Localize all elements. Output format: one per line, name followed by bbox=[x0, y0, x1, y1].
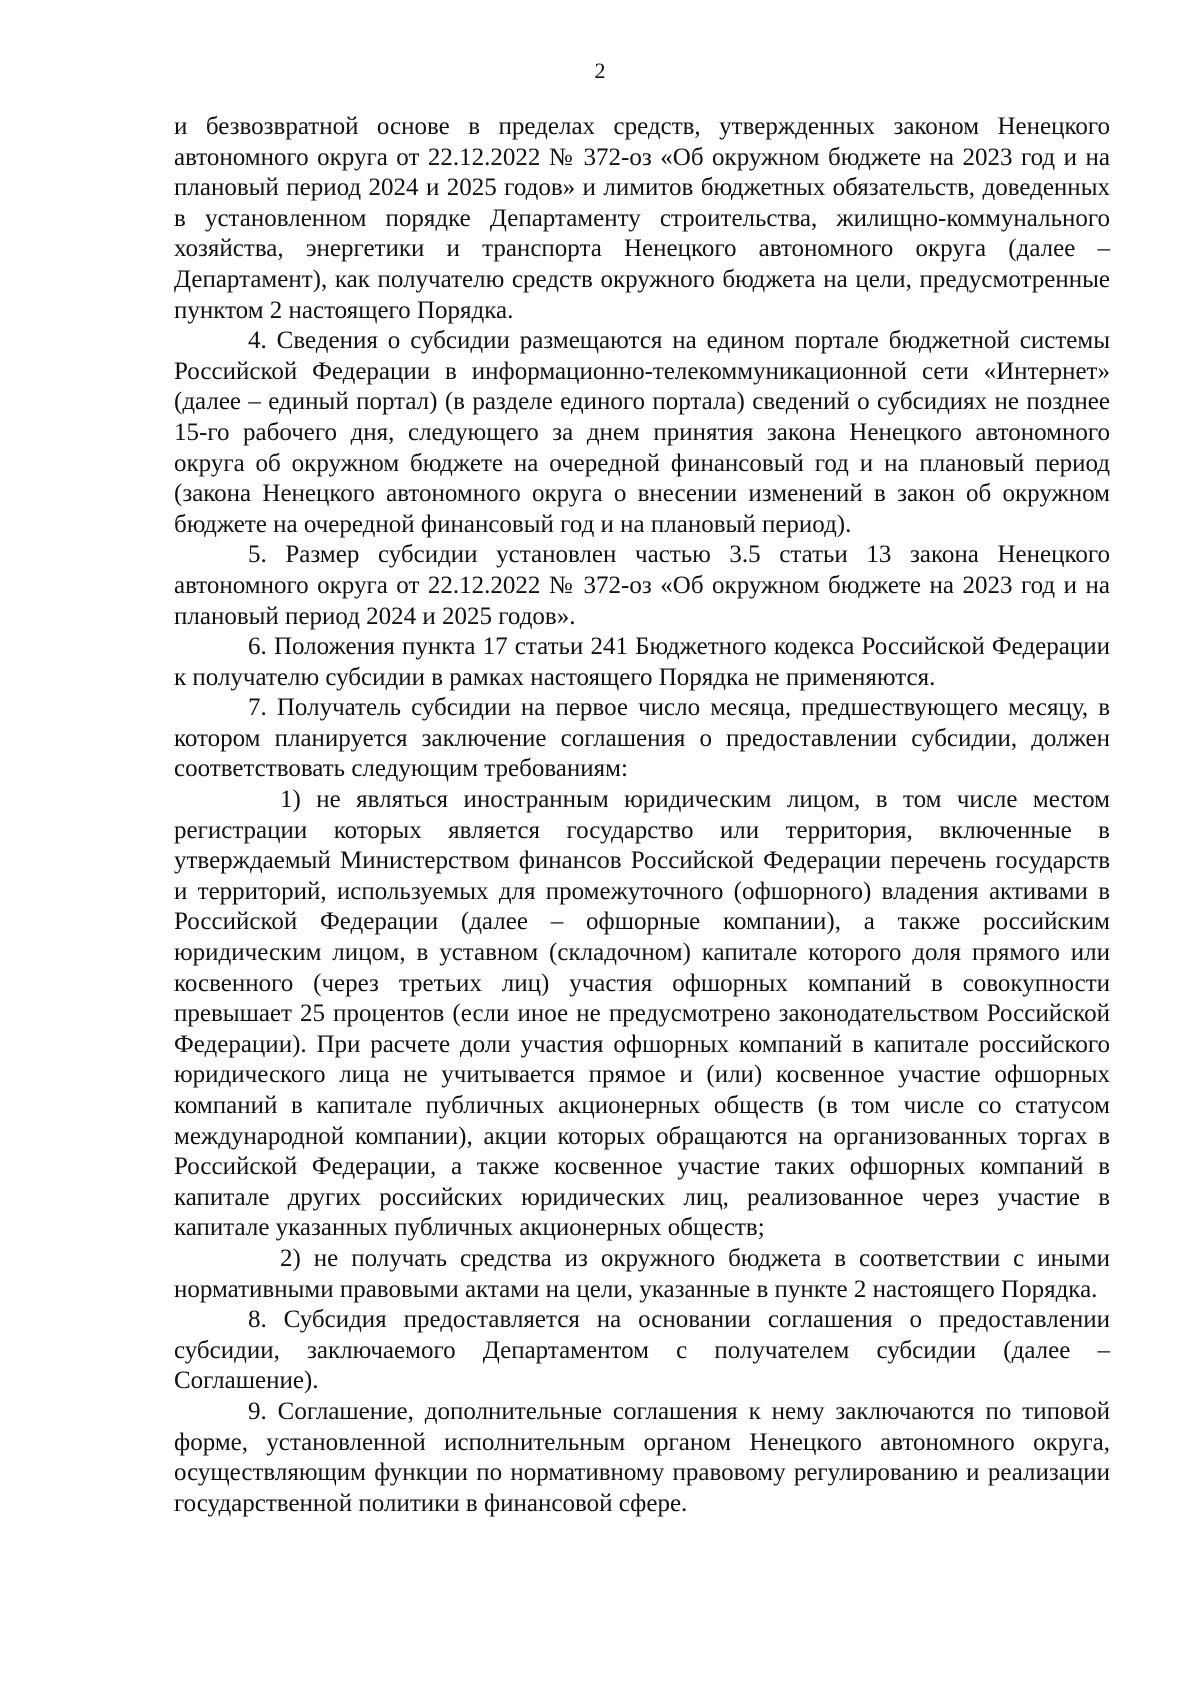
paragraph-item-6: 6. Положения пункта 17 статьи 241 Бюджетного кодекса Российской Федерации к получателю субсидии в рамках настоящего Порядка не применяются. bbox=[174, 633, 1110, 691]
subitem-7-2: 2) не получать средства из окружного бюджета в соответствии с иными нормативными правовыми актами на цели, указанные в пункте 2 настоящего Порядка. bbox=[174, 1244, 1110, 1303]
page-number: 2 bbox=[594, 58, 606, 83]
subitem-7-1: 1) не являться иностранным юридическим лицом, в том числе местом регистрации которых является государство или территория, включенные в утверждаемый Министерством финансов Российской Федерации перечень государств и территорий, используемых для промежуточного (офшорного) владения активами в Российской Федерации (далее – офшорные компании), а также российским юридическим лицом, в уставном (складочном) капитале которого доля прямого или косвенного (через третьих лиц) участия офшорных компаний в совокупности превышает 25 процентов (если иное не предусмотрено законодательством Российской Федерации). При расчете доли участия офшорных компаний в капитале российского юридического лица не учитывается прямое и (или) косвенное участие офшорных компаний в капитале публичных акционерных обществ (в том числе со статусом международной компании), акции которых обращаются на организованных торгах в Российской Федерации, а также косвенное участие таких офшорных компаний в капитале других российских юридических лиц, реализованное через участие в капитале указанных публичных акционерных обществ; bbox=[174, 786, 1110, 1242]
paragraph-item-7: 7. Получатель субсидии на первое число месяца, предшествующего месяцу, в котором планируется заключение соглашения о предоставлении субсидии, должен соответствовать следующим требованиям: bbox=[174, 694, 1110, 783]
paragraph-continuation: и безвозвратной основе в пределах средств, утвержденных законом Ненецкого автономного округа от 22.12.2022 № 372-оз «Об окружном бюджете на 2023 год и на плановый период 2024 и 2025 годов» и лимитов бюджетных обязательств, доведенных в установленном порядке Департаменту строительства, жилищно-коммунального хозяйства, энергетики и транспорта Ненецкого автономного округа (далее – Департамент), как получателю средств окружного бюджета на цели, предусмотренные пунктом 2 настоящего Порядка. bbox=[174, 113, 1110, 324]
paragraph-item-8: 8. Субсидия предоставляется на основании соглашения о предоставлении субсидии, заключаемого Департаментом с получателем субсидии (далее – Соглашение). bbox=[174, 1306, 1110, 1395]
paragraph-item-5: 5. Размер субсидии установлен частью 3.5 статьи 13 закона Ненецкого автономного округа от 22.12.2022 № 372-оз «Об окружном бюджете на 2023 год и на плановый период 2024 и 2025 годов». bbox=[174, 541, 1110, 630]
paragraph-item-4: 4. Сведения о субсидии размещаются на едином портале бюджетной системы Российской Федерации в информационно-телекоммуникационной сети «Интернет» (далее – единый портал) (в разделе единого портала) сведений о субсидиях не позднее 15-го рабочего дня, следующего за днем принятия закона Ненецкого автономного округа об окружном бюджете на очередной финансовый год и на плановый период (закона Ненецкого автономного округа о внесении изменений в закон об окружном бюджете на очередной финансовый год и на плановый период). bbox=[174, 327, 1110, 538]
document-body bbox=[174, 112, 1110, 1519]
paragraph-item-9: 9. Соглашение, дополнительные соглашения к нему заключаются по типовой форме, установленной исполнительным органом Ненецкого автономного округа, осуществляющим функции по нормативному правовому регулированию и реализации государственной политики в финансовой сфере. bbox=[174, 1397, 1110, 1517]
